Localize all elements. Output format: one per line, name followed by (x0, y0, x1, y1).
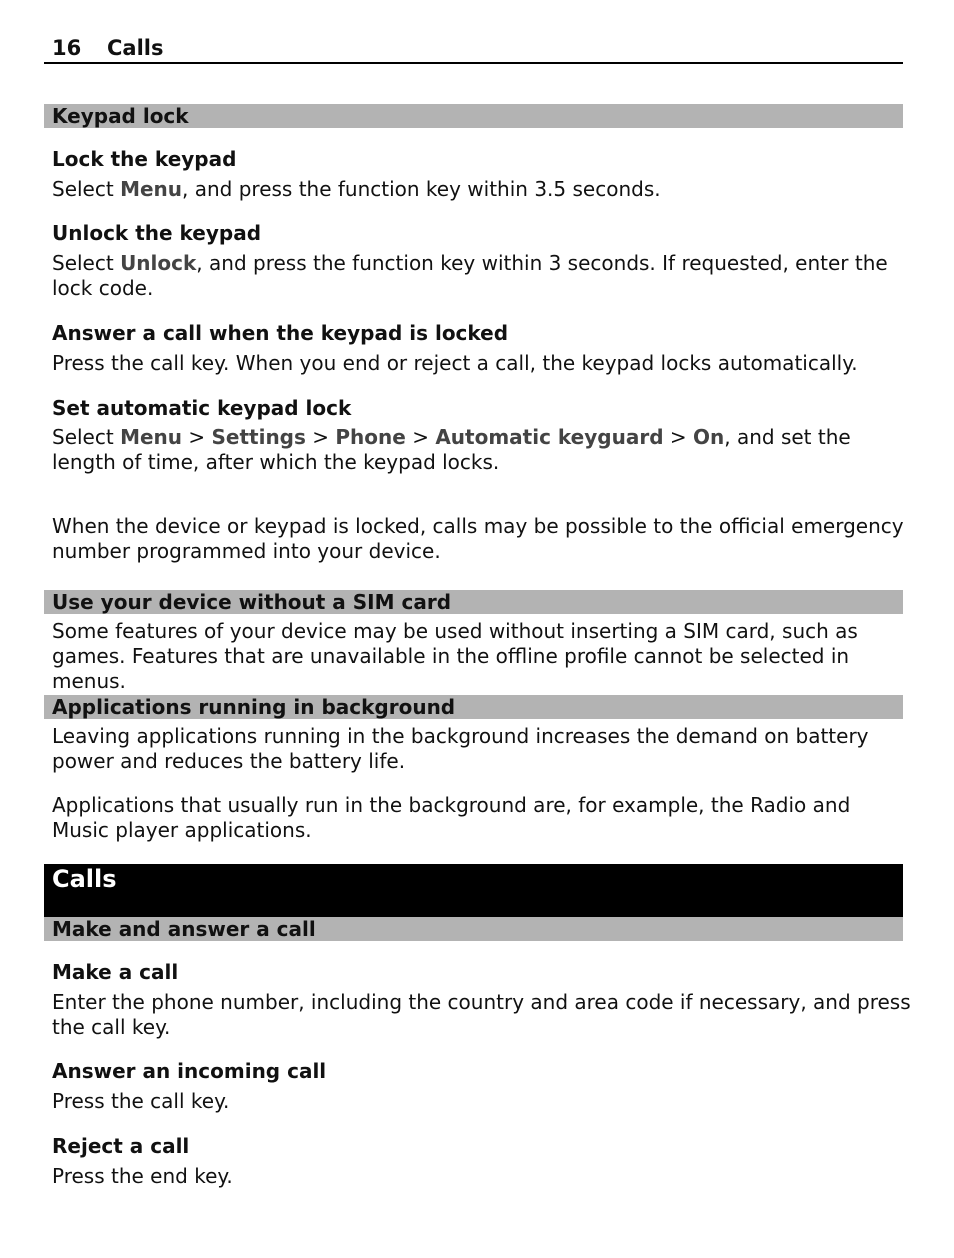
unlock-term: Unlock (120, 251, 197, 275)
section-heading-no-sim: Use your device without a SIM card (44, 590, 903, 614)
section-heading-make-answer: Make and answer a call (44, 917, 903, 941)
menu-path-item: On (693, 425, 725, 449)
page-header (44, 34, 903, 64)
text: , and press the function key within 3.5 seconds. (182, 177, 661, 201)
paragraph-background-1: Leaving applications running in the background increases the demand on battery power and reduces the battery life. (52, 724, 869, 773)
menu-path-item: Automatic keyguard (435, 425, 664, 449)
paragraph-no-sim: Some features of your device may be used without inserting a SIM card, such as games. Features that are unavailable in the offline profile cannot be selected in menus. (52, 619, 858, 693)
chapter-heading-calls: Calls (44, 864, 903, 917)
paragraph-make-call: Enter the phone number, including the country and area code if necessary, and press the call key. (52, 990, 911, 1039)
path-separator: > (305, 425, 336, 449)
text: , and press the function key within 3 seconds. If requested, enter the lock code. (52, 251, 888, 300)
text: Select (52, 177, 121, 201)
subheading-answer-locked: Answer a call when the keypad is locked (52, 321, 509, 345)
text: Select (52, 425, 121, 449)
text: , and set the length of time, after which the keypad locks. (52, 425, 851, 474)
subheading-auto-lock: Set automatic keypad lock (52, 396, 352, 420)
menu-path-item: Phone (335, 425, 406, 449)
paragraph-unlock-keypad (52, 251, 912, 301)
paragraph-reject-call: Press the end key. (52, 1164, 233, 1188)
menu-term: Menu (120, 177, 183, 201)
paragraph-background-2: Applications that usually run in the background are, for example, the Radio and Music player applications. (52, 793, 851, 842)
path-separator: > (663, 425, 693, 449)
menu-path-item: Settings (211, 425, 306, 449)
subheading-lock-keypad: Lock the keypad (52, 147, 237, 171)
running-title: Calls (107, 36, 164, 60)
text: Select (52, 251, 121, 275)
page-number: 16 (52, 36, 82, 60)
menu-path-item: Menu (120, 425, 183, 449)
subheading-answer-call: Answer an incoming call (52, 1059, 327, 1083)
path-separator: > (405, 425, 436, 449)
paragraph-lock-keypad (52, 177, 912, 202)
section-heading-background-apps: Applications running in background (44, 695, 903, 719)
paragraph-answer-locked: Press the call key. When you end or reject a call, the keypad locks automatically. (52, 351, 858, 375)
subheading-unlock-keypad: Unlock the keypad (52, 221, 262, 245)
subheading-make-call: Make a call (52, 960, 179, 984)
paragraph-answer-call: Press the call key. (52, 1089, 230, 1113)
paragraph-emergency-note: When the device or keypad is locked, calls may be possible to the official emergency number programmed into your device. (52, 514, 904, 563)
subheading-reject-call: Reject a call (52, 1134, 190, 1158)
paragraph-auto-lock (52, 425, 912, 475)
path-separator: > (182, 425, 212, 449)
section-heading-keypad-lock: Keypad lock (44, 104, 903, 128)
